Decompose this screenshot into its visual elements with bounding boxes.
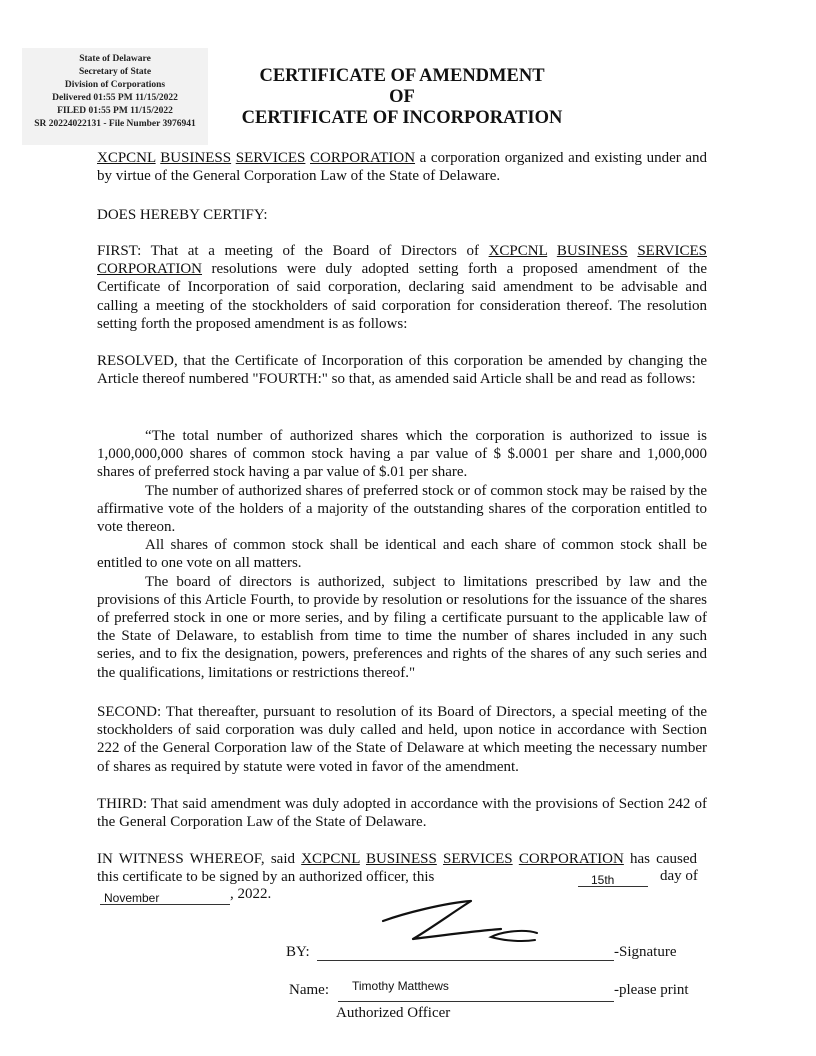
stamp-line: FILED 01:55 PM 11/15/2022 (57, 106, 173, 116)
stamp-line: Delivered 01:55 PM 11/15/2022 (52, 93, 178, 103)
article-p3: All shares of common stock shall be identical and each share of common stock shall be entitled to one vote on all matters. (97, 537, 707, 572)
signature-label: -Signature (614, 944, 677, 960)
company-word: XCPCNL (97, 150, 156, 166)
intro-text: a corporation organized and existing under and by virtue of the General Corporation Law of the State of Delaware. (97, 150, 708, 185)
company-word: SERVICES (637, 243, 707, 259)
stamp-line: State of Delaware (79, 54, 151, 64)
title-line-1: CERTIFICATE OF AMENDMENT (259, 66, 545, 86)
company-word: SERVICES (443, 851, 513, 867)
print-label: -please print (614, 982, 689, 998)
company-word: CORPORATION (518, 851, 624, 867)
day-field[interactable]: 15th (591, 873, 615, 887)
company-word: CORPORATION (97, 261, 203, 278)
document-title (222, 66, 582, 129)
witness-text: has caused this certificate to be signed by an authorized officer, this (97, 851, 697, 886)
first-lead: FIRST: That at a meeting of the Board of Directors of (97, 243, 489, 259)
by-label: BY: (286, 944, 310, 960)
article-p4: The board of directors is authorized, subject to limitations prescribed by law and the provisions of this Article Fourth, to provide by resolution or resolutions for the issuance of the shares of preferred stock in one or more series, and by filing a certificate pursuant to the applicable law of the State of Delaware, to establish from time to time the number of shares included in any such series, and to fix the designation, powers, preferences and rights of the shares of any such series and the qualifications, limitations or restrictions thereof." (97, 573, 707, 681)
certify-heading (97, 206, 707, 224)
year-text: , 2022. (230, 886, 272, 902)
second-paragraph (97, 703, 707, 776)
company-word: BUSINESS (160, 150, 232, 166)
day-of-label: day of (660, 868, 698, 884)
title-line-2: OF (389, 87, 415, 107)
company-word: XCPCNL (488, 243, 548, 259)
stamp-line: SR 20224022131 - File Number 3976941 (34, 119, 196, 129)
name-label: Name: (289, 982, 329, 998)
resolved-text: RESOLVED, that the Certificate of Incorporation of this corporation be amended by changing the Article thereof numbered "FOURTH:" so that, as amended said Article shall be and read as follows: (97, 353, 707, 388)
company-word: BUSINESS (556, 243, 628, 259)
third-text: THIRD: That said amendment was duly adopted in accordance with the provisions of Section 242 of the General Corporation Law of the State of Delaware. (97, 796, 707, 831)
resolved-paragraph (97, 352, 707, 388)
intro-paragraph (97, 149, 707, 185)
certify-text: DOES HEREBY CERTIFY: (97, 207, 268, 223)
handwritten-signature (375, 895, 545, 950)
company-word: BUSINESS (365, 851, 437, 867)
company-word: SERVICES (235, 150, 306, 166)
first-text: resolutions were duly adopted setting forth a proposed amendment of the Certificate of Incorporation of said corporation, declaring said amendment to be advisable and calling a meeting of the stockholders of said corporation for consideration thereof. The resolution setting forth the proposed amendment is as follows: (97, 261, 707, 332)
officer-label: Authorized Officer (336, 1005, 451, 1021)
article-fourth (97, 427, 707, 682)
article-p1: “The total number of authorized shares which the corporation is authorized to issue is 1,000,000,000 shares of common stock having a par value of $ $.0001 per share and 1,000,000 shares of preferred stock having a par value of $.01 per share. (97, 428, 707, 481)
filing-stamp (22, 48, 208, 145)
name-line (338, 1001, 614, 1002)
third-paragraph (97, 795, 707, 831)
month-field[interactable]: November (104, 891, 160, 905)
article-p2: The number of authorized shares of preferred stock or of common stock may be raised by the affirmative vote of the holders of a majority of the outstanding shares of the corporation entitled to vote thereon. (97, 482, 707, 536)
title-line-3: CERTIFICATE OF INCORPORATION (241, 108, 563, 128)
name-field[interactable]: Timothy Matthews (352, 979, 449, 993)
witness-lead: IN WITNESS WHEREOF, said (97, 851, 302, 867)
stamp-line: Division of Corporations (64, 80, 166, 90)
stamp-line: Secretary of State (78, 67, 152, 77)
signature-line[interactable] (317, 960, 614, 961)
second-text: SECOND: That thereafter, pursuant to resolution of its Board of Directors, a special meeting of the stockholders of said corporation was duly called and held, upon notice in accordance with Section 222 of the General Corporation law of the State of Delaware at which meeting the necessary number of shares as required by statute were voted in favor of the amendment. (97, 704, 707, 775)
company-word: CORPORATION (310, 150, 416, 166)
first-paragraph (97, 242, 707, 333)
company-word: XCPCNL (301, 851, 360, 867)
